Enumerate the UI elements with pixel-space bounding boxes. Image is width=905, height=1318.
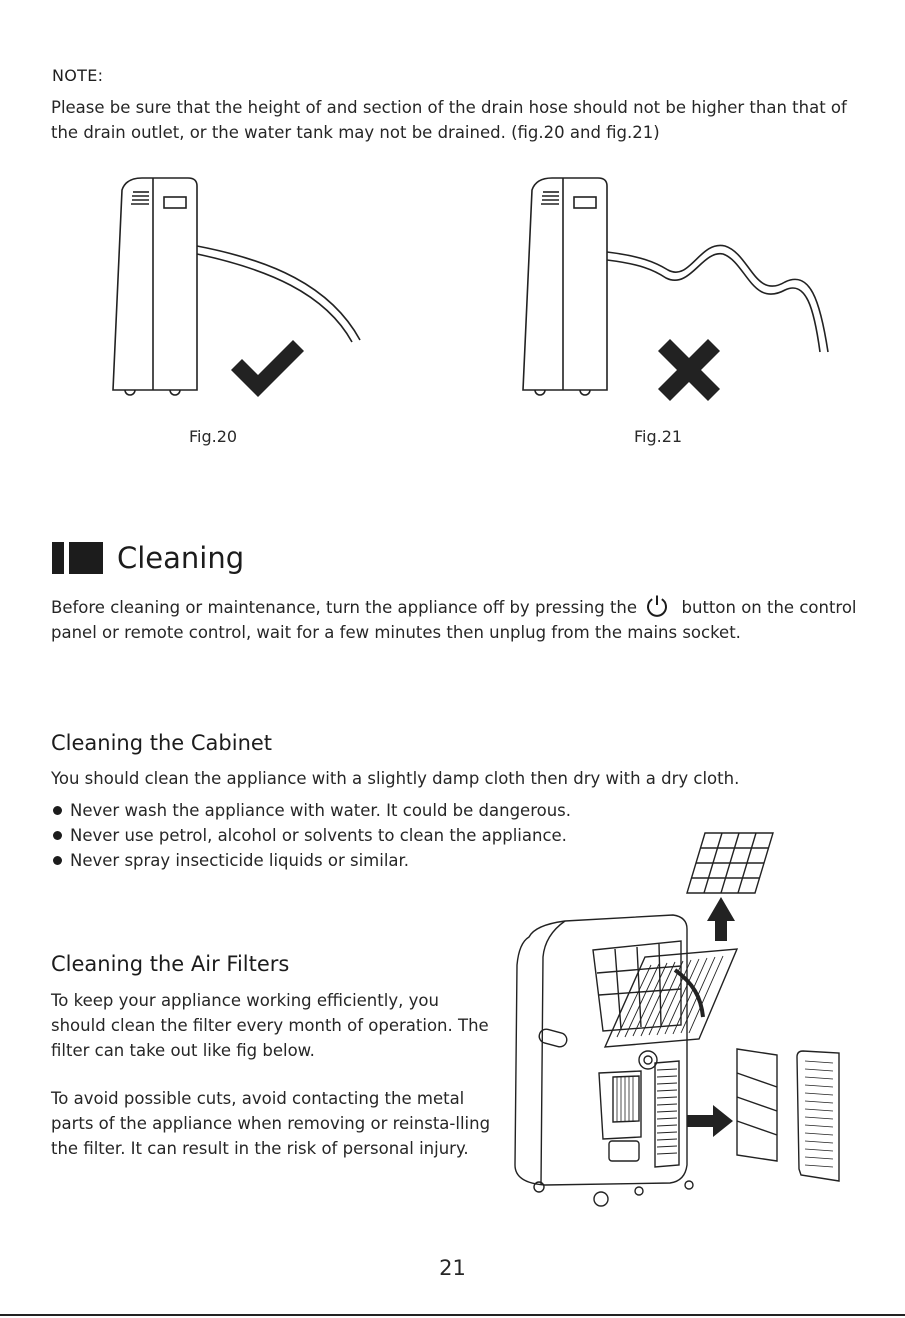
cleaning-intro-after: button on the control panel or remote control, wait for a few minutes then unplug from the mains socket. [51,598,857,642]
bullet-icon [53,831,62,840]
fig21-caption: Fig.21 [634,427,683,446]
note-label: NOTE: [52,66,104,85]
list-item: Never spray insecticide liquids or similar. [51,848,571,873]
bullet-icon [53,856,62,865]
check-icon [231,340,304,397]
arrow-right-icon [687,1105,733,1137]
fig21-illustration [510,170,840,410]
cleaning-intro [51,595,881,645]
note-text: Please be sure that the height of and section of the drain hose should not be higher than that of the drain outlet, or the water tank may not be drained. (fig.20 and fig.21) [51,98,847,142]
cleaning-section-header [52,540,244,576]
power-icon [644,593,670,619]
filters-title: Cleaning the Air Filters [51,952,290,976]
cleaning-title: Cleaning [117,541,245,575]
list-item: Never wash the appliance with water. It could be dangerous. [51,798,571,823]
section-marker-bar-large [69,542,103,574]
bullet-icon [53,806,62,815]
page-number: 21 [439,1256,466,1280]
cabinet-title: Cleaning the Cabinet [51,731,273,755]
filter-removal-illustration [505,825,850,1210]
fig20-illustration [100,170,380,410]
filters-paragraph-2: To avoid possible cuts, avoid contacting the metal parts of the appliance when removing or reinsta-lling the filter. It can result in the risk of personal injury. [51,1089,491,1158]
fig20-caption: Fig.20 [189,427,238,446]
list-item: Never use petrol, alcohol or solvents to clean the appliance. [51,823,571,848]
cabinet-text: You should clean the appliance with a slightly damp cloth then dry with a dry cloth. [51,769,740,788]
filter-grid-icon [687,833,773,893]
cleaning-intro-before: Before cleaning or maintenance, turn the appliance off by pressing the [51,598,638,617]
cabinet-bullet-list [51,798,571,873]
bottom-rule [0,1314,905,1316]
cross-icon [658,339,720,401]
filters-paragraph-1: To keep your appliance working efficiently, you should clean the filter every month of operation. The filter can take out like fig below. [51,991,489,1060]
arrow-up-icon [707,897,735,941]
section-marker-bar-small [52,542,64,574]
